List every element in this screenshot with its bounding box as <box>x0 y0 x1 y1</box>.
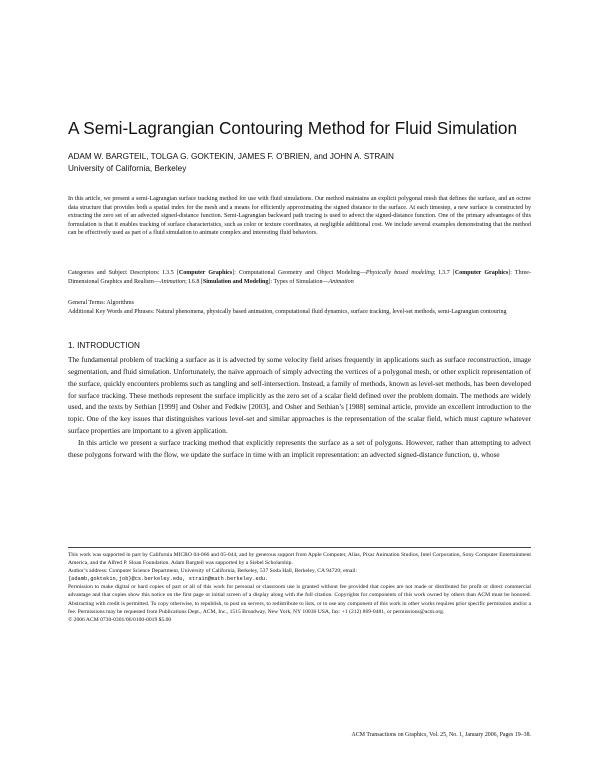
category-1-area: Computer Graphics <box>178 270 233 276</box>
category-2-area: Computer Graphics <box>454 270 509 276</box>
category-2-text: ]: Three-Dimensional Graphics and Realism— <box>68 270 531 285</box>
keywords: Additional Key Words and Phrases: Natural phenomena, physically based animation, computational fluid dynamics, surface tracking, level-set methods, semi-Lagrangian contouring <box>68 309 507 315</box>
author-emails: {adamb,goktekin,job}@cs.berkeley.edu, strain@math.berkeley.edu. <box>68 576 269 583</box>
funding-note: This work was supported in part by California MICRO 04-066 and 05-044, and by generous support from Apple Computer, Alias, Pixar Animation Studios, Intel Corporation, Sony Computer Entertainment America, and the Alfred P. Sloan Foundation. Adam Bargteil was supported by a Siebel Scholarship. <box>68 552 531 567</box>
abstract: In this article, we present a semi-Lagrangian surface tracking method for use with fluid simulations. Our method maintains an explicit polygonal mesh that defines the surface, and an octree data structure that provides both a spatial index for the mesh and a means for efficiently approximating the signed distance to the surface. At each timestep, a new surface is constructed by extracting the zero set of an advected signed-distance function. Semi-Lagrangian backward path tracing is used to advect the signed-distance function. One of the primary advantages of this formulation is that it enables tracking of surface characteristics, such as color or texture coordinates, at negligible additional cost. We include several examples demonstrating that the method can be effectively used as part of a fluid simulation to animate complex and interesting fluid behaviors. <box>68 196 531 237</box>
category-3-code: ; I.6.8 [ <box>185 278 203 285</box>
affiliation: University of California, Berkeley <box>68 164 187 173</box>
categories-descriptors <box>68 269 531 286</box>
category-1-text: ]: Computational Geometry and Object Modeling— <box>232 270 366 276</box>
category-2-subject: Animation <box>159 278 186 285</box>
introduction-body <box>68 354 531 461</box>
category-3-text: ]: Types of Simulation— <box>268 278 329 285</box>
general-terms: General Terms: Algorithms <box>68 300 134 306</box>
categories-label: Categories and Subject Descriptors: <box>68 270 163 276</box>
section-heading-introduction: 1. INTRODUCTION <box>68 341 140 350</box>
footnotes <box>68 551 531 624</box>
journal-citation: ACM Transactions on Graphics, Vol. 25, No. 1, January 2006, Pages 19–38. <box>351 732 531 738</box>
author-list: ADAM W. BARGTEIL, TOLGA G. GOKTEKIN, JAMES F. O’BRIEN, and JOHN A. STRAIN <box>68 152 394 161</box>
paper-title: A Semi-Lagrangian Contouring Method for Fluid Simulation <box>68 118 518 138</box>
copyright-note: © 2006 ACM 0730-0301/06/0100-0019 $5.00 <box>68 616 172 623</box>
paragraph: The fundamental problem of tracking a surface as it is advected by some velocity field arises frequently in applications such as surface reconstruction, image segmentation, and fluid simulation. Unfortunately, the naive approach of simply advecting the vertices of a polygonal mesh, or other explicit representation of the surface, quickly encounters problems such as tangling and self-intersection. Instead, a family of methods, known as level-set methods, has been developed for surface tracking. These methods represent the surface implicitly as the zero set of a scalar field defined over the problem domain. The methods are widely used, and the texts by Sethian [1999] and Osher and Fedkiw [2003], and Osher and Sethian’s [1988] seminal article, provide an excellent introduction to the topic. One of the key issues that distinguishes various level-set and similar approaches is the representation of the scalar field, which must capture whatever surface properties are important to a given application. <box>68 355 531 436</box>
category-3-subject: Animation <box>328 278 354 285</box>
category-1-code: I.3.5 [ <box>162 270 179 276</box>
category-2-code: ; I.3.7 [ <box>433 270 455 276</box>
permission-note: Permission to make digital or hard copies of part or all of this work for personal or classroom use is granted without fee provided that copies are not made or distributed for profit or direct commercial advantage and that copies show this notice on the first page or initial screen of a display along with the full citation. Copyrights for components of this work owned by others than ACM must be honored. Abstracting with credit is permitted. To copy otherwise, to republish, to post on servers, to redistribute to lists, or to use any component of this work in other works requires prior specific permission and/or a fee. Permissions may be requested from Publications Dept., ACM, Inc., 1515 Broadway, New York, NY 10036 USA, fax: +1 (212) 869-0481, or permissions@acm.org. <box>68 584 531 615</box>
category-3-area: Simulation and Modeling <box>202 278 269 285</box>
footnote-rule <box>68 547 531 548</box>
paragraph: In this article we present a surface tracking method that explicitly represents the surface as a set of polygons. However, rather than attempting to advect these polygons forward with the flow, we update the surface in time with an implicit representation: an advected signed-distance function, ψ, whose <box>68 437 531 459</box>
category-1-subject: Physically based modeling <box>365 270 434 276</box>
author-address: Author’s address: Computer Science Department, University of California, Berkeley, 537 Soda Hall, Berkeley, CA 94720; email: <box>68 568 358 575</box>
author-address-note <box>68 567 531 583</box>
